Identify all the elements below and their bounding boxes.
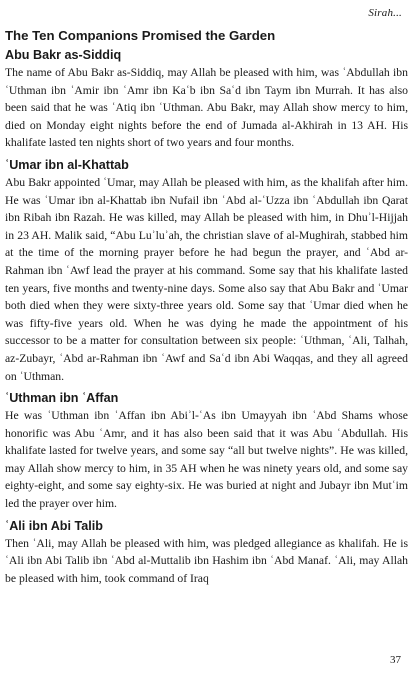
paragraph-ali: Then ʿAli, may Allah be pleased with him, was pledged allegiance as khalifah. He is ʿAli ibn Abi Talib ibn ʿAbd al-Muttalib ibn Hashim ibn ʿAbd Manaf. ʿAli, may Allah be pleased with him, took command of Iraq (5, 536, 408, 585)
heading-ali: ʿAli ibn Abi Talib (5, 518, 103, 533)
running-head: Sirah... (368, 7, 402, 19)
heading-uthman: ʿUthman ibn ʿAffan (5, 391, 119, 406)
page-number: 37 (390, 654, 401, 666)
heading-abu-bakr: Abu Bakr as-Siddiq (5, 48, 122, 62)
section-title: The Ten Companions Promised the Garden (5, 28, 276, 43)
paragraph-uthman: He was ʿUthman ibn ʿAffan ibn Abiʾl-ʿAs ibn Umayyah ibn ʿAbd Shams whose honorific was Abu ʿAmr, and it has also been said that it was Abu ʿAbdullah. His khalifate lasted for twelve years, and some say “all but twelve nights”. He was killed, may Allah show mercy to him, in 35 AH when he was ninety years old, and some say eighty-eight, and some say eighty-six. He was buried at night and Jubayr ibn Mutʿim led the prayer over him. (5, 409, 408, 511)
paragraph-umar: Abu Bakr appointed ʿUmar, may Allah be pleased with him, as the khalifah after him. He was ʿUmar ibn al-Khattab ibn Nufail ibn ʿAbd al-ʿUzza ibn ʿAbdullah ibn Qarat ibn Ribah ibn Razah. He was killed, may Allah be pleased with him, in Dhuʾl-Hijjah in 23 AH. Malik said, “Abu Luʾluʾah, the christian slave of al-Mughirah, stabbed him at the time of the morning prayer before he had begun the prayer, and ʿAbd ar-Rahman ibn ʿAwf lead the prayer at his command. Some say that his khalifate lasted ten years, five months and twenty-nine days. Some also say that Abu Bakr and ʿUmar both died when they were sixty-three years old. Some say that ʿUmar died when he was fifty-five years old. When he was dying he made the appointment of his successor to be a matter for consultation between six people: ʿUthman, ʿAli, Talhah, az-Zubayr, ʿAbd ar-Rahman ibn ʿAwf and Saʿd ibn Abi Waqqas, and they all agreed on ʿUthman. (5, 175, 408, 383)
heading-umar: ʿUmar ibn al-Khattab (5, 157, 129, 172)
paragraph-abu-bakr: The name of Abu Bakr as-Siddiq, may Allah be pleased with him, was ʿAbdullah ibn ʿUthman ibn ʿAmir ibn ʿAmr ibn Kaʿb ibn Saʿd ibn Taym ibn Murrah. It has also been said that he was ʿAtiq ibn ʿUthman. Abu Bakr, may Allah show mercy to him, died on Monday eight nights before the end of Jumada al-Akhirah in 13 AH. His khalifate lasted ten nights short of two years and four months. (5, 66, 408, 150)
section-ali (5, 518, 408, 588)
page-body (5, 27, 408, 592)
section-umar (5, 157, 408, 385)
section-abu-bakr (5, 47, 408, 152)
section-uthman (5, 390, 408, 513)
